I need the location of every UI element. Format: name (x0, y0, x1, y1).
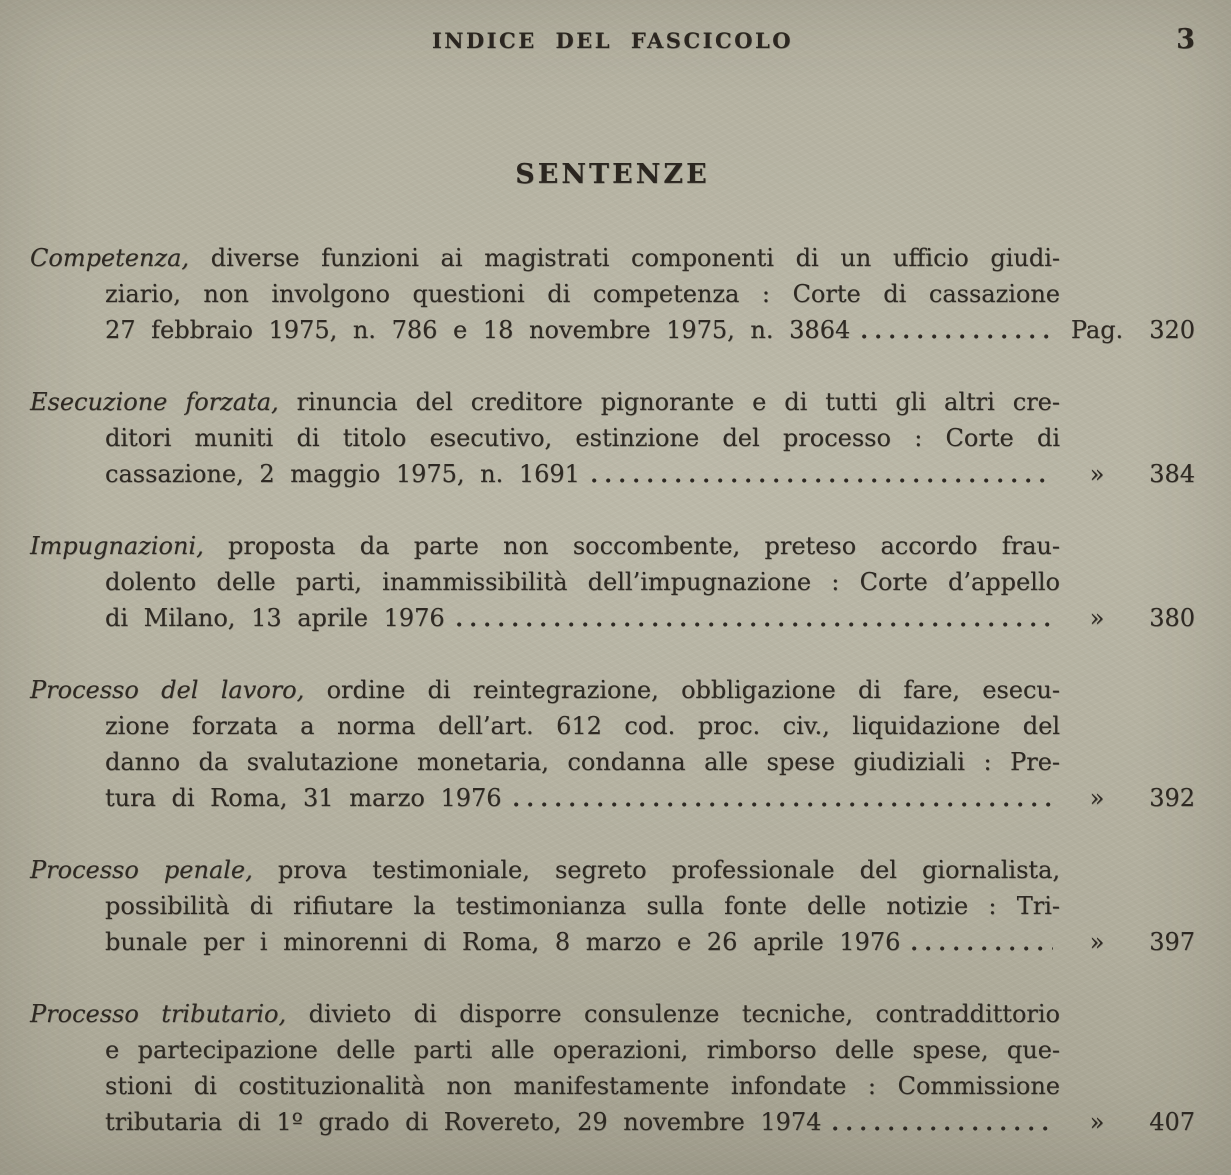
entry-line: ditori muniti di titolo esecutivo, estinzione del processo : Corte di (105, 424, 1060, 452)
page-ref-number: 397 (1149, 928, 1195, 956)
dotted-leader (457, 600, 1053, 636)
entry-last-line (105, 312, 1195, 348)
entry-first-line (30, 672, 1060, 708)
index-entry (30, 384, 1195, 492)
page-ref-label: » (1089, 928, 1105, 956)
entry-first-line-text: diverse funzioni ai magistrati componenti di un ufficio giudi- (189, 244, 1060, 272)
page-ref-number: 380 (1149, 604, 1195, 632)
entry-line: ziario, non involgono questioni di competenza : Corte di cassazione (105, 280, 1060, 308)
entry-last-line (105, 600, 1195, 636)
entry-first-line (30, 240, 1060, 276)
page-header (30, 26, 1195, 58)
dotted-leader (862, 312, 1053, 348)
page-header-title: INDICE DEL FASCICOLO (431, 28, 794, 53)
entry-term: Processo del lavoro, (30, 676, 305, 704)
page-ref-label: » (1089, 1108, 1105, 1136)
entry-line: possibilità di rifiutare la testimonianza sulla fonte delle notizie : Tri- (105, 892, 1060, 920)
entry-line: dolento delle parti, inammissibilità dell’impugnazione : Corte d’appello (105, 568, 1060, 596)
dotted-leader (592, 456, 1053, 492)
index-entry (30, 528, 1195, 636)
entry-term: Processo penale, (30, 856, 253, 884)
page-ref-number: 392 (1149, 784, 1195, 812)
entry-last-line-text: di Milano, 13 aprile 1976 (105, 604, 445, 632)
dotted-leader (912, 924, 1053, 960)
page-ref-label: Pag. (1070, 316, 1124, 344)
page-number: 3 (1176, 24, 1195, 55)
dotted-leader (833, 1104, 1053, 1140)
page-ref-label: » (1089, 784, 1105, 812)
entry-first-line-text: prova testimoniale, segreto professionale del giornalista, (252, 856, 1061, 884)
entry-first-line-text: proposta da parte non soccombente, preteso accordo frau- (203, 532, 1060, 560)
entry-first-line-text: divieto di disporre consulenze tecniche, contraddittorio (286, 1000, 1060, 1028)
entry-line: stioni di costituzionalità non manifestamente infondate : Commissione (105, 1072, 1060, 1100)
entry-line: e partecipazione delle parti alle operazioni, rimborso delle spese, que- (105, 1036, 1060, 1064)
entry-last-line (105, 1104, 1195, 1140)
entry-last-line (105, 924, 1195, 960)
entry-first-line (30, 852, 1060, 888)
entry-first-line-text: ordine di reintegrazione, obbligazione di fare, esecu- (304, 676, 1060, 704)
entry-last-line-text: tura di Roma, 31 marzo 1976 (105, 784, 502, 812)
entry-line: danno da svalutazione monetaria, condanna alle spese giudiziali : Pre- (105, 748, 1060, 776)
index-entry (30, 240, 1195, 348)
entry-term: Esecuzione forzata, (30, 388, 279, 416)
index-entry (30, 996, 1195, 1140)
entry-first-line-text: rinuncia del creditore pignorante e di tutti gli altri cre- (278, 388, 1060, 416)
entry-last-line-text: cassazione, 2 maggio 1975, n. 1691 (105, 460, 580, 488)
page-ref-label: » (1089, 460, 1105, 488)
entry-first-line (30, 996, 1060, 1032)
entry-line: zione forzata a norma dell’art. 612 cod. proc. civ., liquidazione del (105, 712, 1060, 740)
entry-last-line-text: bunale per i minorenni di Roma, 8 marzo e 26 aprile 1976 (105, 928, 901, 956)
entry-term: Competenza, (30, 244, 190, 272)
entry-last-line (105, 780, 1195, 816)
section-title: SENTENZE (515, 159, 710, 190)
page-ref-number: 320 (1149, 316, 1195, 344)
dotted-leader (514, 780, 1053, 816)
page-ref-number: 384 (1149, 460, 1195, 488)
index-entries (30, 240, 1195, 1140)
entry-term: Processo tributario, (30, 1000, 287, 1028)
index-entry (30, 672, 1195, 816)
page-ref-number: 407 (1149, 1108, 1195, 1136)
entry-last-line (105, 456, 1195, 492)
page-ref-label: » (1089, 604, 1105, 632)
entry-first-line (30, 528, 1060, 564)
entry-last-line-text: tributaria di 1º grado di Rovereto, 29 novembre 1974 (105, 1108, 822, 1136)
entry-first-line (30, 384, 1060, 420)
entry-last-line-text: 27 febbraio 1975, n. 786 e 18 novembre 1975, n. 3864 (105, 316, 851, 344)
entry-term: Impugnazioni, (30, 532, 204, 560)
index-entry (30, 852, 1195, 960)
